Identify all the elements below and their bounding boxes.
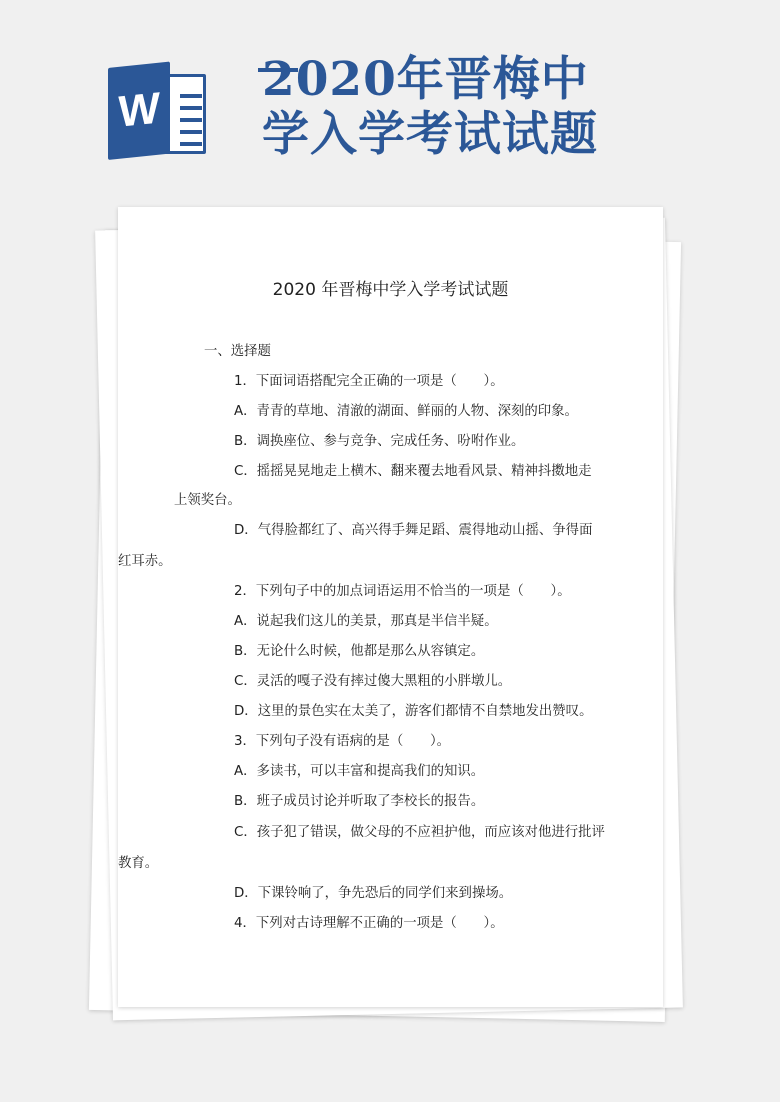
text-line-graphic: [180, 106, 202, 110]
answer-option: D．这里的景色实在太美了，游客们都情不自禁地发出赞叹。: [234, 704, 593, 719]
answer-option: A．多读书，可以丰富和提高我们的知识。: [234, 764, 485, 779]
section-heading: 一、选择题: [204, 344, 271, 359]
word-letter-badge: W: [108, 61, 170, 160]
question-text: 2．下列句子中的加点词语运用不恰当的一项是（ ）。: [234, 584, 571, 599]
answer-option: C．灵活的嘎子没有摔过傻大黑粗的小胖墩儿。: [234, 674, 512, 689]
answer-option: D．气得脸都红了、高兴得手舞足蹈、震得地动山摇、争得面红耳赤。: [118, 523, 593, 569]
text-line-graphic: [180, 130, 202, 134]
answer-option: B．调换座位、参与竞争、完成任务、吩咐作业。: [234, 434, 525, 449]
text-line-graphic: [180, 118, 202, 122]
text-line-graphic: [180, 94, 202, 98]
answer-option: A．青青的草地、清澈的湖面、鲜丽的人物、深刻的印象。: [234, 404, 578, 419]
answer-option: C．摇摇晃晃地走上横木、翻来覆去地看风景、精神抖擞地走上领奖台。: [174, 464, 592, 508]
answer-option: B．无论什么时候，他都是那么从容镇定。: [234, 644, 485, 659]
document-page: [118, 207, 663, 1007]
document-title: 2020 年晋梅中学入学考试试题: [272, 280, 509, 300]
document-body: [118, 337, 605, 939]
answer-option: A．说起我们这儿的美景，那真是半信半疑。: [234, 614, 498, 629]
answer-option: C．孩子犯了错误，做父母的不应袒护他，而应该对他进行批评教育。: [118, 825, 605, 871]
answer-option: B．班子成员讨论并听取了李校长的报告。: [234, 794, 485, 809]
question-text: 4．下列对古诗理解不正确的一项是（ ）。: [234, 916, 504, 931]
answer-option: D．下课铃响了，争先恐后的同学们来到操场。: [234, 886, 513, 901]
text-line-graphic: [180, 142, 202, 146]
question-text: 1．下面词语搭配完全正确的一项是（ ）。: [234, 374, 504, 389]
header-title-line-2: 学入学考试试题: [262, 107, 598, 162]
header-title: [262, 52, 742, 162]
question-text: 3．下列句子没有语病的是（ ）。: [234, 734, 451, 749]
header-title-line-1: 2020年晋梅中: [262, 52, 589, 107]
word-document-icon: [108, 68, 208, 160]
